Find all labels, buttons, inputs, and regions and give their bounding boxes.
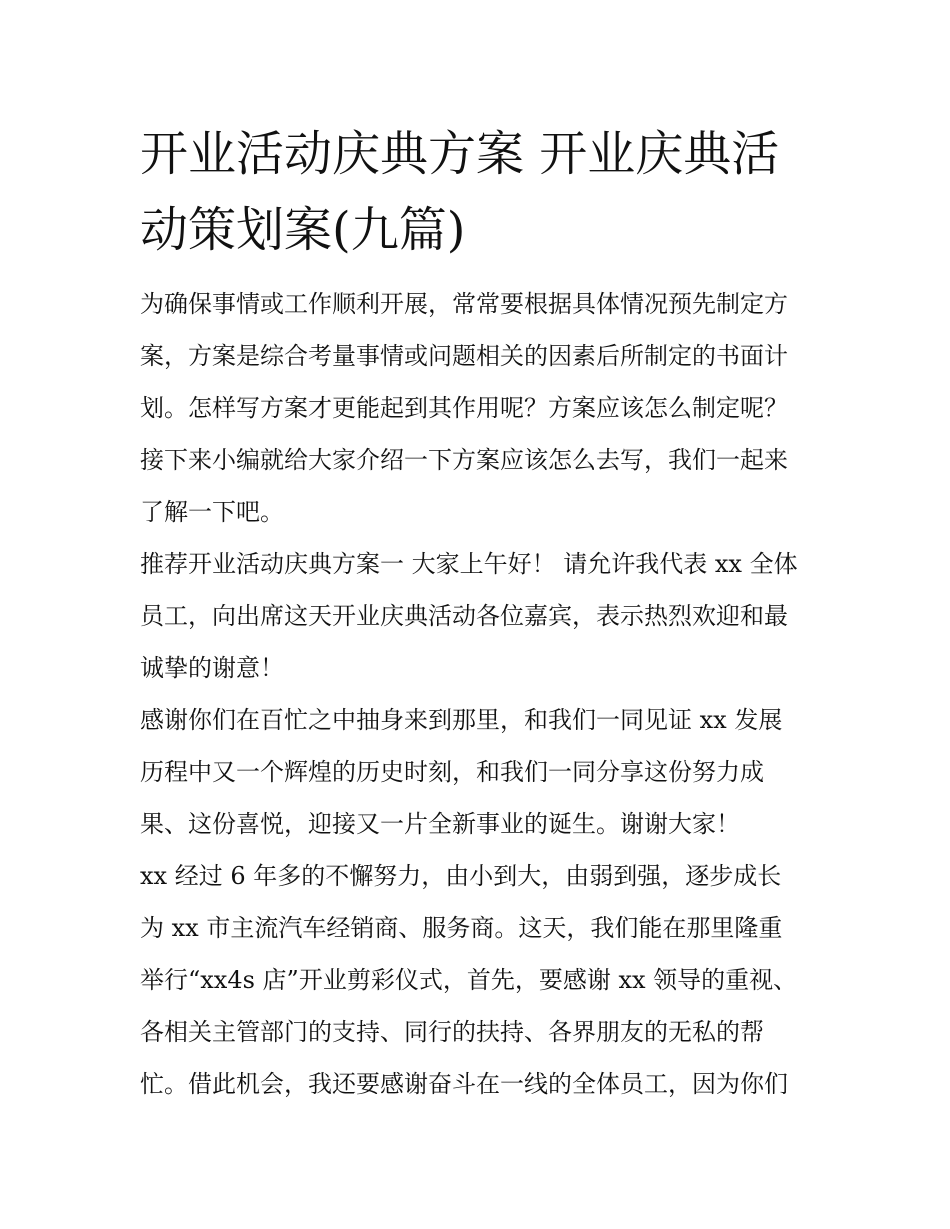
title-line: 开业活动庆典方案 开业庆典活 [140,126,780,182]
body-line: 推荐开业活动庆典方案一 大家上午好！ 请允许我代表 xx 全体 [140,550,798,578]
body-line: 为确保事情或工作顺利开展，常常要根据具体情况预先制定方 [140,290,788,318]
body-line: 为 xx 市主流汽车经销商、服务商。这天，我们能在那里隆重 [140,914,783,942]
body-line: 划。怎样写方案才更能起到其作用呢？方案应该怎么制定呢？ [140,394,788,422]
body-line: 诚挚的谢意！ [140,654,284,682]
body-line: 接下来小编就给大家介绍一下方案应该怎么去写，我们一起来 [140,446,788,474]
body-line: 历程中又一个辉煌的历史时刻，和我们一同分享这份努力成 [140,758,764,786]
body-line: 了解一下吧。 [140,498,284,526]
document-body [140,278,830,1110]
body-line: 各相关主管部门的支持、同行的扶持、各界朋友的无私的帮 [140,1018,764,1046]
body-line: 果、这份喜悦，迎接又一片全新事业的诞生。谢谢大家！ [140,810,740,838]
body-line: 案，方案是综合考量事情或问题相关的因素后所制定的书面计 [140,342,788,370]
document-title [140,116,820,268]
body-line: xx 经过 6 年多的不懈努力，由小到大，由弱到强，逐步成长 [140,862,782,890]
body-line: 员工，向出席这天开业庆典活动各位嘉宾，表示热烈欢迎和最 [140,602,788,630]
body-line: 忙。借此机会，我还要感谢奋斗在一线的全体员工，因为你们 [140,1070,788,1098]
body-line: 举行“xx4s 店”开业剪彩仪式，首先，要感谢 xx 领导的重视、 [140,966,798,994]
title-line: 动策划案(九篇) [140,202,466,258]
body-line: 感谢你们在百忙之中抽身来到那里，和我们一同见证 xx 发展 [140,706,783,734]
